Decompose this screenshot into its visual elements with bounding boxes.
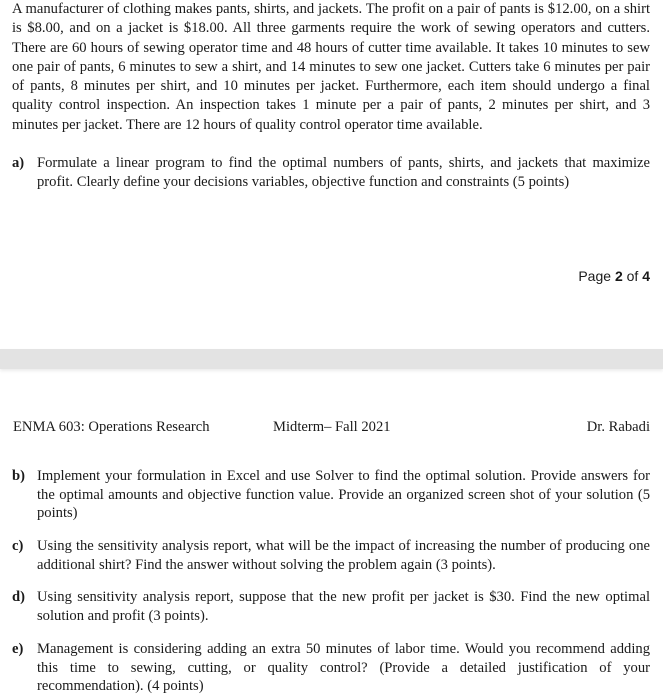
question-text: Management is considering adding an extra 50 minutes of labor time. Would you recommend adding this time to sewing, cutting, or quality control? (Provide a detailed justification of your recommendation). (4 points) — [37, 641, 650, 694]
exam-title: Midterm– Fall 2021 — [273, 419, 391, 435]
question-d — [12, 588, 650, 625]
page-indicator: Page 2 of 4 — [578, 268, 650, 284]
problem-statement: A manufacturer of clothing makes pants, shirts, and jackets. The profit on a pair of pants is $12.00, on a shirt is $8.00, and on a jacket is $18.00. All three garments require the work of sewing operators and cutters. There are 60 hours of sewing operator time and 48 hours of cutter time available. It takes 10 minutes to sew one pair of pants, 6 minutes to sew a shirt, and 14 minutes to sew one jacket. Cutters take 6 minutes per pair of pants, 8 minutes per shirt, and 10 minutes per jacket. Furthermore, each item should undergo a final quality control inspection. An inspection takes 1 minute per a pair of pants, 2 minutes per shirt, and 3 minutes per jacket. There are 12 hours of quality control operator time available. — [12, 1, 650, 133]
current-page: 2 — [614, 268, 623, 284]
question-text: Using sensitivity analysis report, suppose that the new profit per jacket is $30. Find the new optimal solution and profit (3 points). — [37, 589, 650, 624]
question-b — [12, 467, 650, 523]
question-a — [12, 154, 650, 191]
question-label: a) — [12, 155, 25, 171]
question-label: b) — [12, 468, 25, 484]
question-text: Using the sensitivity analysis report, what will be the impact of increasing the number of producing one additional shirt? Find the answer without solving the problem again (3 points). — [37, 538, 650, 573]
question-label: e) — [12, 641, 24, 657]
total-pages: 4 — [642, 268, 650, 284]
question-text: Implement your formulation in Excel and use Solver to find the optimal solution. Provide answers for the optimal amounts and objective function value. Provide an organized screen shot of your solution (5 points) — [37, 468, 650, 521]
question-label: d) — [12, 589, 25, 605]
question-text: Formulate a linear program to find the optimal numbers of pants, shirts, and jackets that maximize profit. Clearly define your decisions variables, objective function and constraints (5 points) — [37, 155, 650, 190]
course-title: ENMA 603: Operations Research — [13, 419, 210, 435]
question-label: c) — [12, 538, 24, 554]
instructor-name: Dr. Rabadi — [586, 419, 650, 435]
question-c — [12, 537, 650, 574]
question-e — [12, 640, 650, 696]
page-break-divider — [0, 349, 663, 369]
